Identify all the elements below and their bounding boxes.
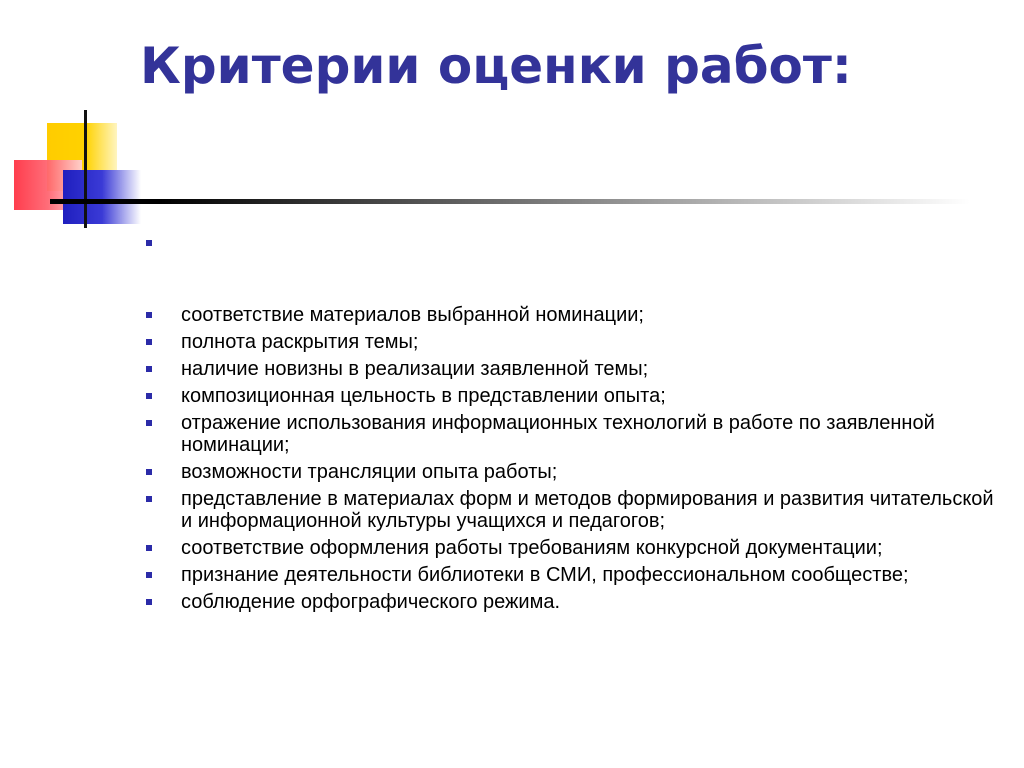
blue-square-decor <box>63 170 141 224</box>
list-item-text: соблюдение орфографического режима. <box>181 591 560 613</box>
list-item-text: представление в материалах форм и методов формирования и развития читательской и информационной культуры учащихся и педагогов; <box>181 488 994 532</box>
bullet-square-icon <box>146 545 152 551</box>
list-item <box>146 412 996 456</box>
horizontal-rule <box>50 199 970 204</box>
bullet-square-icon <box>146 393 152 399</box>
bullet-square-icon <box>146 240 152 246</box>
vertical-rule <box>84 110 87 228</box>
bullet-square-icon <box>146 496 152 502</box>
list-item <box>146 304 996 326</box>
list-item-text: отражение использования информационных технологий в работе по заявленной номинации; <box>181 412 935 456</box>
list-item <box>146 331 996 353</box>
list-item-text: наличие новизны в реализации заявленной темы; <box>181 358 649 380</box>
criteria-list <box>146 232 996 618</box>
list-item <box>146 591 996 613</box>
bullet-square-icon <box>146 420 152 426</box>
list-item <box>146 564 996 586</box>
red-square-decor <box>14 160 82 210</box>
list-item <box>146 488 996 532</box>
slide-title: Критерии оценки работ: <box>140 37 852 95</box>
yellow-square-decor <box>47 123 117 191</box>
list-item-text: признание деятельности библиотеки в СМИ, профессиональном сообществе; <box>181 564 909 586</box>
bullet-square-icon <box>146 572 152 578</box>
bullet-square-icon <box>146 312 152 318</box>
list-item-text: возможности трансляции опыта работы; <box>181 461 558 483</box>
list-item <box>146 358 996 380</box>
empty-list-item <box>146 232 996 254</box>
bullet-square-icon <box>146 339 152 345</box>
bullet-square-icon <box>146 599 152 605</box>
list-item-text: соответствие материалов выбранной номинации; <box>181 304 644 326</box>
list-item <box>146 461 996 483</box>
list-item-text: композиционная цельность в представлении опыта; <box>181 385 666 407</box>
bullet-square-icon <box>146 366 152 372</box>
list-item-text: соответствие оформления работы требованиям конкурсной документации; <box>181 537 883 559</box>
list-item-text: полнота раскрытия темы; <box>181 331 419 353</box>
list-item <box>146 385 996 407</box>
bullet-square-icon <box>146 469 152 475</box>
list-item <box>146 537 996 559</box>
